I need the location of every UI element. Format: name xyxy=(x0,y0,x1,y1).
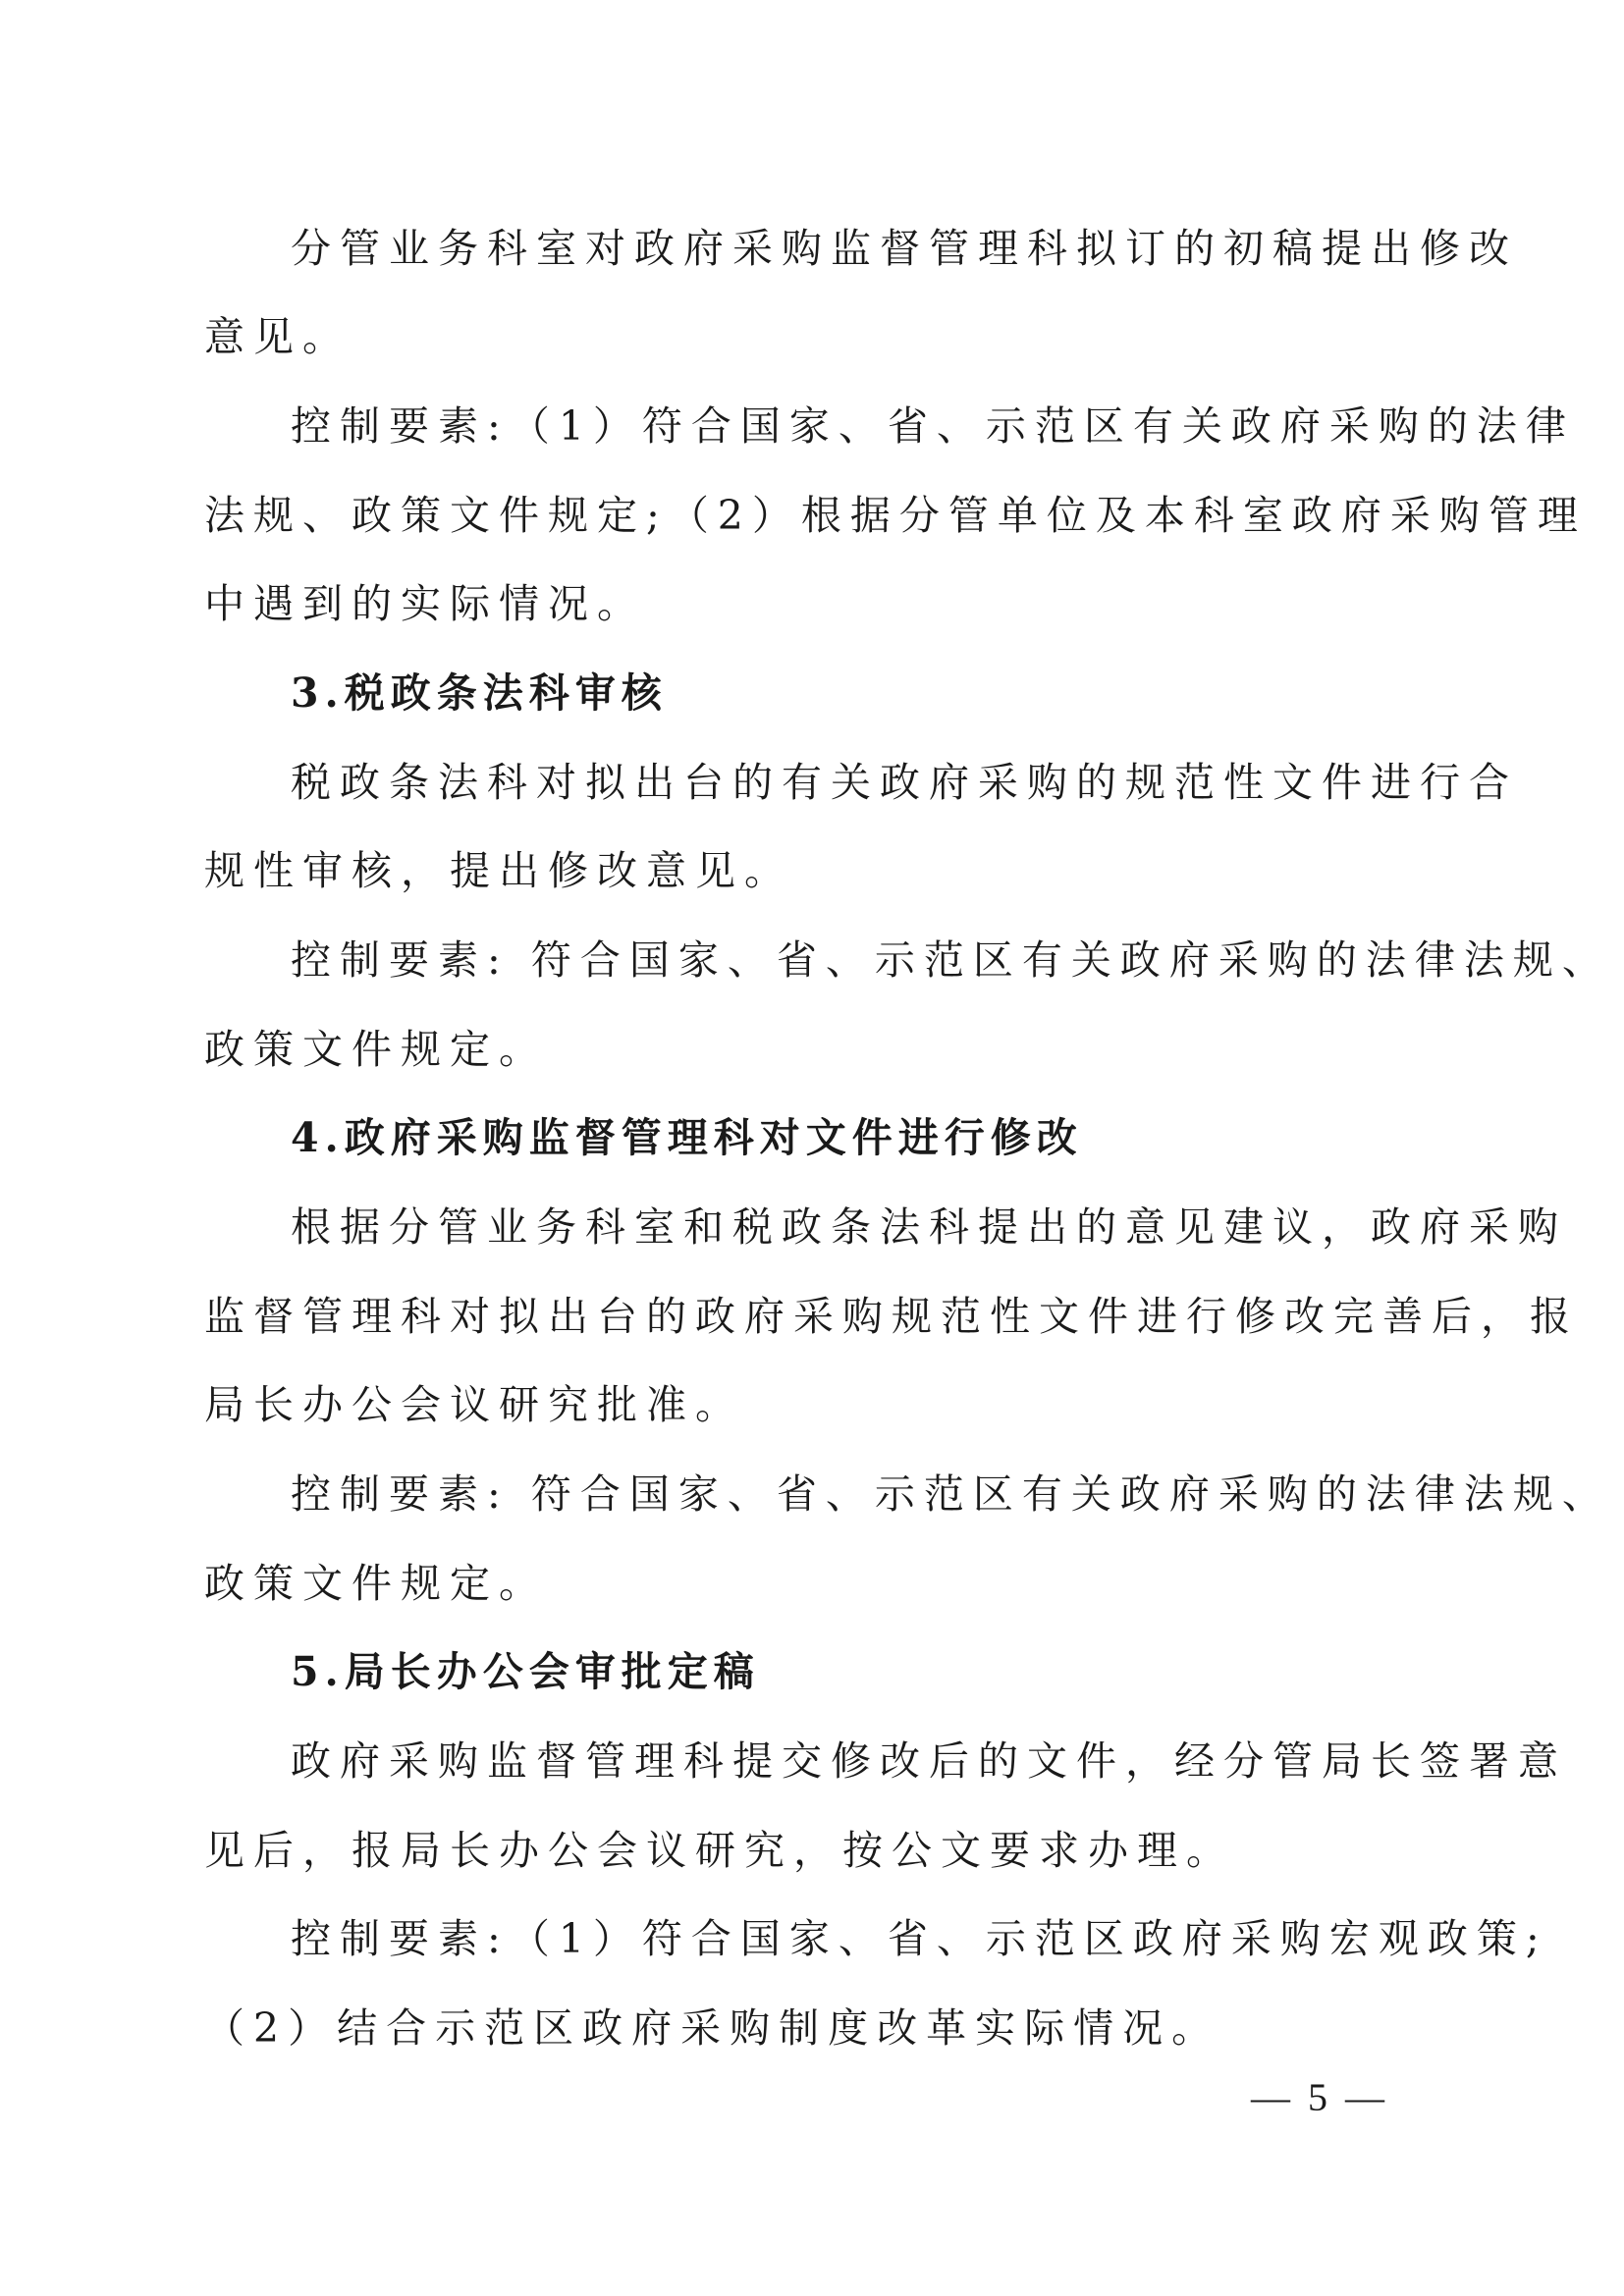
body-text-line: 局长办公会议研究批准。 xyxy=(204,1381,744,1428)
body-text-line: 分管业务科室对政府采购监督管理科拟订的初稿提出修改 xyxy=(291,225,1518,272)
body-text-line: 监督管理科对拟出台的政府采购规范性文件进行修改完善后，报 xyxy=(204,1293,1579,1340)
body-text-line: 控制要素: 符合国家、省、示范区有关政府采购的法律法规、 xyxy=(291,1470,1611,1518)
body-text-line: 控制要素: 符合国家、省、示范区有关政府采购的法律法规、 xyxy=(291,936,1611,984)
body-text-line: 税政条法科对拟出台的有关政府采购的规范性文件进行合 xyxy=(291,759,1518,806)
body-text-line: 政策文件规定。 xyxy=(204,1026,548,1073)
body-text-line: 政策文件规定。 xyxy=(204,1560,548,1607)
body-text-line: 意见。 xyxy=(204,313,352,360)
body-text-line: 政府采购监督管理科提交修改后的文件，经分管局长签署意 xyxy=(291,1737,1567,1785)
page-number: — 5 — xyxy=(1251,2075,1388,2119)
section-heading: 3.税政条法科审核 xyxy=(291,669,668,717)
body-text-line: 控制要素:（1）符合国家、省、示范区有关政府采购的法律 xyxy=(291,402,1575,450)
body-text-line: 规性审核，提出修改意见。 xyxy=(204,847,793,894)
section-heading: 4.政府采购监督管理科对文件进行修改 xyxy=(291,1114,1083,1161)
body-text-line: 见后，报局长办公会议研究，按公文要求办理。 xyxy=(204,1827,1235,1874)
body-text-line: （2）结合示范区政府采购制度改革实际情况。 xyxy=(204,2004,1221,2052)
body-text-line: 中遇到的实际情况。 xyxy=(204,580,646,627)
body-text-line: 控制要素:（1）符合国家、省、示范区政府采购宏观政策; xyxy=(291,1915,1548,1962)
section-heading: 5.局长办公会审批定稿 xyxy=(291,1648,760,1695)
body-text-line: 法规、政策文件规定;（2）根据分管单位及本科室政府采购管理 xyxy=(204,492,1587,539)
body-text-line: 根据分管业务科室和税政条法科提出的意见建议，政府采购 xyxy=(291,1203,1567,1251)
